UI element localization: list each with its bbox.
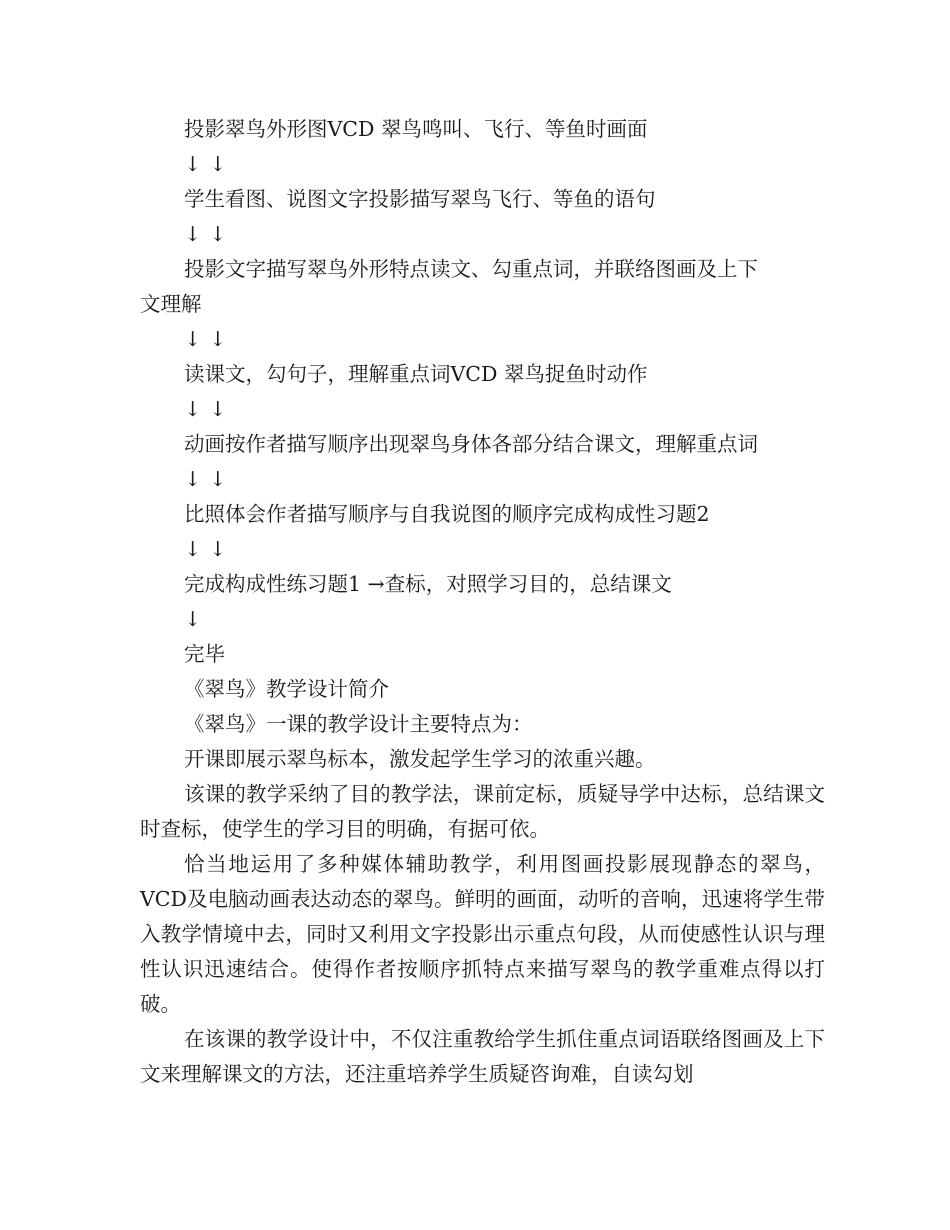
flow-step-3-continuation: 文理解: [140, 292, 202, 316]
flow-arrow: ↓↓: [184, 327, 235, 351]
flow-arrow: ↓↓: [184, 152, 235, 176]
flow-arrow: ↓↓: [184, 222, 235, 246]
flow-step-end: 完毕: [184, 642, 225, 666]
flow-step-5: 动画按作者描写顺序出现翠鸟身体各部分结合课文，理解重点词: [184, 432, 758, 456]
paragraph-2: 该课的教学采纳了目的教学法，课前定标，质疑导学中达标，总结课文时查标，使学生的学习目的明确，有据可依。: [140, 782, 825, 841]
paragraph-1: 开课即展示翠鸟标本，激发起学生学习的浓重兴趣。: [184, 747, 656, 771]
flow-step-6: 比照体会作者描写顺序与自我说图的顺序完成构成性习题2: [184, 502, 710, 526]
flow-step-3: 投影文字描写翠鸟外形特点读文、勾重点词，并联络图画及上下: [184, 257, 758, 281]
flow-arrow: ↓↓: [184, 467, 235, 491]
flow-step-1: 投影翠鸟外形图VCD 翠鸟鸣叫、飞行、等鱼时画面: [184, 117, 648, 141]
flow-arrow: ↓↓: [184, 397, 235, 421]
section-intro: 《翠鸟》一课的教学设计主要特点为：: [184, 712, 533, 736]
document-body: [140, 112, 825, 1092]
flow-step-7: 完成构成性练习题1 →查标，对照学习目的，总结课文: [184, 572, 672, 596]
section-title: 《翠鸟》教学设计简介: [184, 677, 389, 701]
flow-step-4: 读课文，勾句子，理解重点词VCD 翠鸟捉鱼时动作: [184, 362, 648, 386]
paragraph-3: 恰当地运用了多种媒体辅助教学，利用图画投影展现静态的翠鸟，VCD及电脑动画表达动态的翠鸟。鲜明的画面，动听的音响，迅速将学生带入教学情境中去，同时又利用文字投影出示重点句段，从而使感性认识与理性认识迅速结合。使得作者按顺序抓特点来描写翠鸟的教学重难点得以打破。: [140, 852, 825, 1016]
flow-step-2: 学生看图、说图文字投影描写翠鸟飞行、等鱼的语句: [184, 187, 656, 211]
flow-arrow: ↓: [184, 607, 202, 631]
paragraph-4: 在该课的教学设计中，不仅注重教给学生抓住重点词语联络图画及上下文来理解课文的方法，还注重培养学生质疑咨询难，自读勾划: [140, 1027, 825, 1086]
flow-arrow: ↓↓: [184, 537, 235, 561]
